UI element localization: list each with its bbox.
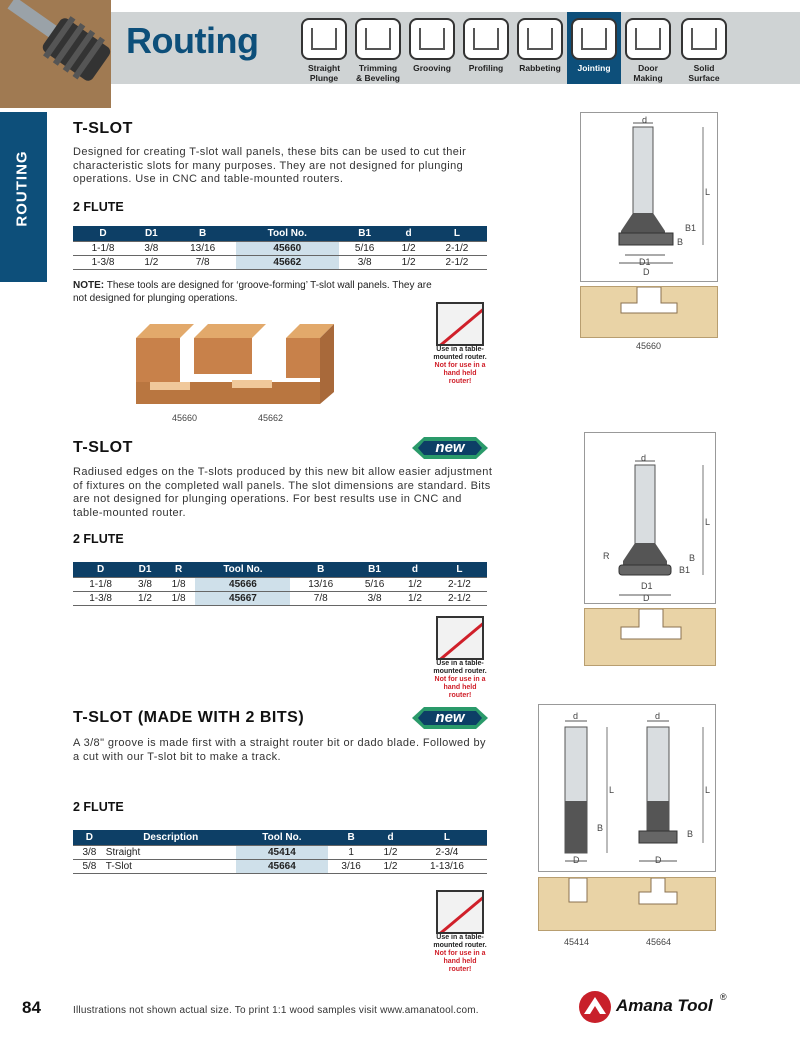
dim-label: L	[609, 785, 615, 795]
cell: 3/16	[328, 859, 374, 873]
col-header: Tool No.	[236, 830, 329, 845]
warning-text: mounted router.	[433, 354, 487, 361]
dim-label: L	[705, 187, 711, 197]
warning-text: hand held router!	[443, 958, 477, 973]
cell: 3/8	[133, 241, 170, 255]
diagram-caption: 45414	[564, 937, 590, 947]
flute-label: 2 FLUTE	[73, 800, 124, 814]
category-straight-plunge[interactable]: Straight Plunge	[297, 12, 351, 84]
dim-label: d	[655, 711, 661, 721]
category-rabbeting[interactable]: Rabbeting	[513, 12, 567, 84]
col-header: D	[73, 562, 128, 577]
trimming-icon	[355, 18, 401, 60]
cell: 1-1/8	[73, 241, 133, 255]
bit-diagram	[580, 112, 718, 282]
cell: 2-1/2	[432, 577, 487, 591]
category-solid-surface[interactable]: Solid Surface	[677, 12, 731, 84]
cell: 7/8	[170, 255, 236, 269]
col-header: d	[374, 830, 407, 845]
section-title: T-SLOT (MADE WITH 2 BITS)	[73, 709, 305, 726]
col-header: L	[407, 830, 487, 845]
brand-logo	[578, 990, 728, 1024]
cell: 13/16	[170, 241, 236, 255]
side-tab-label: ROUTING	[13, 150, 31, 227]
cell: 1/2	[398, 591, 432, 605]
category-trimming-beveling[interactable]: Trimming & Beveling	[351, 12, 405, 84]
cell: 1-3/8	[73, 591, 128, 605]
cell: 1/2	[133, 255, 170, 269]
dim-label: B1	[679, 565, 691, 575]
straight-and-t-slot-bit-drawing	[539, 705, 717, 873]
tool-number[interactable]: 45666	[195, 577, 290, 591]
cell: Straight	[106, 845, 236, 859]
note	[73, 279, 433, 305]
cell: 1-1/8	[73, 577, 128, 591]
table-row	[73, 859, 487, 873]
col-header: D	[73, 830, 106, 845]
col-header: B	[170, 226, 236, 241]
new-badge-text: new	[435, 709, 465, 726]
dim-label: D1	[641, 581, 653, 591]
rabbeting-icon	[517, 18, 563, 60]
header-photo	[0, 0, 111, 108]
table-router-warning	[432, 616, 488, 700]
dim-label: D	[573, 855, 580, 865]
door-making-icon	[625, 18, 671, 60]
section-description: Designed for creating T-slot wall panels, these bits can be used to cut their characteristic slots for many purposes. They are not designed for plunging operations. Use in CNC and table-mounted routers.	[73, 146, 467, 185]
warning-text: hand held router!	[443, 684, 477, 699]
warning-text: Use in a table-	[436, 660, 484, 667]
cell: 1/2	[390, 241, 427, 255]
page-title: Routing	[126, 20, 259, 61]
cell: 2-1/2	[427, 255, 487, 269]
spec-table	[73, 226, 487, 270]
dim-label: D1	[639, 257, 651, 267]
cell: T-Slot	[106, 859, 236, 873]
dim-label: B	[687, 829, 694, 839]
diagram-caption: 45660	[636, 341, 662, 351]
dim-label: D	[643, 593, 650, 603]
col-header: D1	[133, 226, 170, 241]
cell: 3/8	[73, 845, 106, 859]
dim-label: D	[655, 855, 662, 865]
flute-label: 2 FLUTE	[73, 532, 124, 546]
page-number: 84	[22, 998, 41, 1017]
section-title: T-SLOT	[73, 120, 133, 137]
cell: 1/8	[162, 591, 196, 605]
dim-label: B	[677, 237, 684, 247]
dim-label: L	[705, 785, 711, 795]
wood-profile	[580, 286, 718, 338]
col-header: Description	[106, 830, 236, 845]
dim-label: B	[689, 553, 696, 563]
col-header: L	[427, 226, 487, 241]
cell: 1/2	[390, 255, 427, 269]
cell: 1-3/8	[73, 255, 133, 269]
wood-sample-photo	[136, 320, 336, 410]
table-router-warning	[432, 302, 488, 386]
cell: 1/2	[398, 577, 432, 591]
col-header: D	[73, 226, 133, 241]
section-description: A 3/8" groove is made first with a straight router bit or dado blade. Followed by a cut with our T-slot bit to make a track.	[73, 737, 486, 763]
col-header: d	[398, 562, 432, 577]
cell: 2-1/2	[432, 591, 487, 605]
dim-label: d	[642, 115, 648, 125]
spec-table	[73, 830, 487, 874]
col-header: Tool No.	[236, 226, 339, 241]
t-slot-profile	[581, 287, 719, 339]
cell: 1/2	[374, 859, 407, 873]
dim-label: d	[641, 453, 647, 463]
warning-text: Use in a table-	[436, 346, 484, 353]
registered-mark: ®	[720, 992, 727, 1002]
no-handheld-router-icon	[436, 302, 484, 346]
section-title: T-SLOT	[73, 439, 133, 456]
tool-number[interactable]: 45414	[236, 845, 329, 859]
two-bit-diagram	[538, 704, 716, 872]
flute-label: 2 FLUTE	[73, 200, 124, 214]
col-header: B1	[339, 226, 390, 241]
warning-text: mounted router.	[433, 668, 487, 675]
warning-text: Use in a table-	[436, 934, 484, 941]
warning-text: Not for use in a	[434, 950, 486, 957]
wood-profile	[538, 877, 716, 931]
cell: 7/8	[290, 591, 351, 605]
cell: 1	[328, 845, 374, 859]
groove-and-t-slot-profile	[539, 878, 717, 932]
tool-number[interactable]: 45667	[195, 591, 290, 605]
cell: 2-3/4	[407, 845, 487, 859]
cell: 1-13/16	[407, 859, 487, 873]
col-header: B1	[351, 562, 398, 577]
diagram-caption: 45664	[646, 937, 672, 947]
col-header: B	[290, 562, 351, 577]
cell: 1/8	[162, 577, 196, 591]
grooving-icon	[409, 18, 455, 60]
category-profiling[interactable]: Profiling	[459, 12, 513, 84]
table-router-warning	[432, 890, 488, 974]
dim-label: L	[705, 517, 711, 527]
note-label: NOTE:	[73, 280, 105, 291]
col-header: B	[328, 830, 374, 845]
cell: 1/2	[128, 591, 162, 605]
no-handheld-router-icon	[436, 616, 484, 660]
dim-label: B1	[685, 223, 697, 233]
cell: 3/8	[128, 577, 162, 591]
amana-logo-icon	[578, 990, 612, 1024]
radiused-t-slot-bit-drawing	[585, 433, 717, 605]
dim-label: B	[597, 823, 604, 833]
col-header: R	[162, 562, 196, 577]
solid-surface-icon	[681, 18, 727, 60]
footer-note: Illustrations not shown actual size. To print 1:1 wood samples visit www.amanatool.com.	[73, 1005, 479, 1016]
t-slot-profile	[585, 609, 717, 667]
warning-text: hand held router!	[443, 370, 477, 385]
table-row	[73, 577, 487, 591]
dim-label: R	[603, 551, 610, 561]
col-header: D1	[128, 562, 162, 577]
cell: 1/2	[374, 845, 407, 859]
spec-table	[73, 562, 487, 606]
category-grooving[interactable]: Grooving	[405, 12, 459, 84]
profiling-icon	[463, 18, 509, 60]
cell: 5/16	[339, 241, 390, 255]
dim-label: D	[643, 267, 650, 277]
section-description: Radiused edges on the T-slots produced by this new bit allow easier adjustment of fixtures on the completed wall panels. The slot dimensions are standard. Bits are not designed for plunging operations. For best results use in CNC and table-mounted router.	[73, 466, 493, 519]
brand-name: Amana Tool	[616, 996, 713, 1015]
wood-profile	[584, 608, 716, 666]
warning-text: Not for use in a	[434, 362, 486, 369]
table-row	[73, 241, 487, 255]
tool-number[interactable]: 45664	[236, 859, 329, 873]
photo-label: 45660	[172, 413, 198, 423]
cell: 3/8	[351, 591, 398, 605]
dim-label: d	[573, 711, 579, 721]
cell: 3/8	[339, 255, 390, 269]
warning-text: Not for use in a	[434, 676, 486, 683]
jointing-icon	[571, 18, 617, 60]
no-handheld-router-icon	[436, 890, 484, 934]
category-jointing[interactable]: Jointing	[567, 12, 621, 84]
cell: 5/8	[73, 859, 106, 873]
col-header: Tool No.	[195, 562, 290, 577]
table-row	[73, 591, 487, 605]
warning-text: mounted router.	[433, 942, 487, 949]
tool-number[interactable]: 45662	[236, 255, 339, 269]
col-header: L	[432, 562, 487, 577]
tool-number[interactable]: 45660	[236, 241, 339, 255]
col-header: d	[390, 226, 427, 241]
cell: 5/16	[351, 577, 398, 591]
router-bit-photo	[0, 0, 111, 108]
cell: 2-1/2	[427, 241, 487, 255]
photo-label: 45662	[258, 413, 284, 423]
cell: 13/16	[290, 577, 351, 591]
table-row	[73, 845, 487, 859]
category-door-making[interactable]: Door Making	[621, 12, 675, 84]
note-text: These tools are designed for ‘groove-forming’ T-slot wall panels. They are not designed for plunging operations.	[73, 280, 432, 304]
table-row	[73, 255, 487, 269]
bit-diagram	[584, 432, 716, 604]
new-badge-text: new	[435, 439, 465, 456]
straight-plunge-icon	[301, 18, 347, 60]
